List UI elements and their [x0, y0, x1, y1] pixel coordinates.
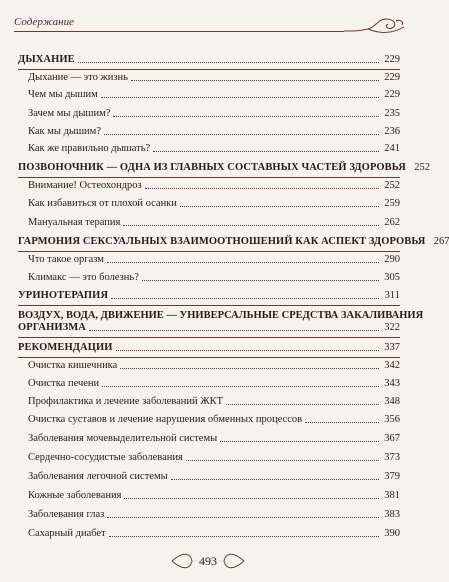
toc-item[interactable]: Очистка кишечника 342 [28, 360, 400, 371]
toc-item[interactable]: Как избавиться от плохой осанки 259 [28, 198, 400, 209]
toc-item[interactable]: Что такое оргазм 290 [28, 254, 400, 265]
toc-item[interactable]: Мануальная терапия 262 [28, 217, 400, 228]
toc-item[interactable]: Климакс — это болезнь? 305 [28, 272, 400, 283]
page-number: 267 [433, 236, 449, 247]
toc-section[interactable]: УРИНОТЕРАПИЯ 311 [18, 290, 400, 306]
toc-item[interactable]: Внимание! Остеохондроз 252 [28, 180, 400, 191]
page-number: 305 [384, 272, 400, 283]
page-number: 367 [384, 433, 400, 444]
page-number: 348 [384, 396, 400, 407]
page-number: 343 [384, 378, 400, 389]
page-number-folio: 493 [199, 554, 217, 568]
page-number: 236 [384, 126, 400, 137]
page-number: 262 [384, 217, 400, 228]
page-number: 259 [384, 198, 400, 209]
toc-section[interactable]: ПОЗВОНОЧНИК — ОДНА ИЗ ГЛАВНЫХ СОСТАВНЫХ ЧАСТЕЙ ЗДОРОВЬЯ 252 [18, 162, 400, 178]
toc-item[interactable]: Очистка печени 343 [28, 378, 400, 389]
header-rule [14, 31, 344, 32]
page-number: 390 [384, 528, 400, 539]
page-number: 337 [384, 342, 400, 353]
toc-item[interactable]: Как же правильно дышать? 241 [28, 143, 400, 154]
page-number: 383 [384, 509, 400, 520]
toc-item[interactable]: Заболевания легочной системы 379 [28, 471, 400, 482]
page-number: 381 [384, 490, 400, 501]
toc-section[interactable]: РЕКОМЕНДАЦИИ 337 [18, 342, 400, 358]
running-head: Содержание [14, 16, 75, 28]
page-number: 311 [384, 290, 400, 301]
toc-item[interactable]: Зачем мы дышим? 235 [28, 108, 400, 119]
page-number: 229 [384, 89, 400, 100]
toc-item[interactable]: Сердечно-сосудистые заболевания 373 [28, 452, 400, 463]
toc-item[interactable]: Очистка суставов и лечение нарушения обменных процессов 356 [28, 414, 400, 425]
page-number: 356 [384, 414, 400, 425]
page-number: 379 [384, 471, 400, 482]
page-number: 229 [384, 54, 400, 65]
toc-item[interactable]: Сахарный диабет 390 [28, 528, 400, 539]
page-number: 252 [414, 162, 430, 173]
page-number: 252 [384, 180, 400, 191]
toc-item[interactable]: Как мы дышим? 236 [28, 126, 400, 137]
page-number: 229 [384, 72, 400, 83]
toc-section[interactable]: ГАРМОНИЯ СЕКСУАЛЬНЫХ ВЗАИМООТНОШЕНИЙ КАК АСПЕКТ ЗДОРОВЬЯ 267 [18, 236, 400, 252]
page-number: 235 [384, 108, 400, 119]
page-number: 322 [384, 322, 400, 333]
page-number: 373 [384, 452, 400, 463]
toc-item[interactable]: Профилактика и лечение заболеваний ЖКТ 348 [28, 396, 400, 407]
toc-item[interactable]: Заболевания глаз 383 [28, 509, 400, 520]
toc-item[interactable]: Чем мы дышим 229 [28, 89, 400, 100]
page-folio [168, 548, 248, 574]
page-number: 290 [384, 254, 400, 265]
toc-item[interactable]: Заболевания мочевыделительной системы 367 [28, 433, 400, 444]
page-number: 342 [384, 360, 400, 371]
page-header [14, 10, 406, 38]
page-number: 241 [384, 143, 400, 154]
toc-section[interactable]: ВОЗДУХ, ВОДА, ДВИЖЕНИЕ — УНИВЕРСАЛЬНЫЕ СРЕДСТВА ЗАКАЛИВАНИЯ ОРГАНИЗМА 322 [18, 310, 400, 338]
flourish-ornament-icon [342, 15, 406, 37]
toc-item[interactable]: Дыхание — это жизнь 229 [28, 72, 400, 83]
toc-item[interactable]: Кожные заболевания 381 [28, 490, 400, 501]
toc-section[interactable]: ДЫХАНИЕ 229 [18, 54, 400, 70]
